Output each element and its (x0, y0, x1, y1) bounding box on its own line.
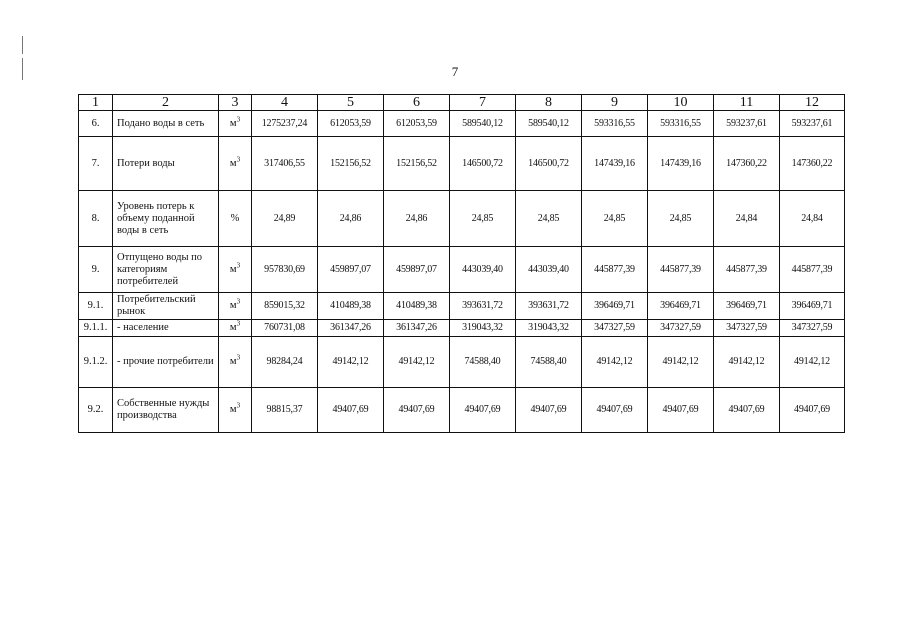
row-unit (219, 293, 252, 320)
value-cell: 152156,52 (318, 137, 384, 191)
value-cell: 443039,40 (450, 247, 516, 293)
row-unit (219, 320, 252, 337)
value-cell: 74588,40 (516, 337, 582, 388)
value-cell: 347327,59 (582, 320, 648, 337)
table-row (79, 191, 845, 247)
unit-superscript: 3 (236, 261, 241, 269)
table-row (79, 293, 845, 320)
value-cell: 319043,32 (450, 320, 516, 337)
unit-base: % (230, 212, 240, 224)
value-cell: 393631,72 (516, 293, 582, 320)
value-cell: 593316,55 (582, 111, 648, 137)
row-unit (219, 337, 252, 388)
row-number: 9.1.1. (79, 320, 113, 337)
row-name: Подано воды в сеть (113, 111, 219, 137)
value-cell: 147360,22 (714, 137, 780, 191)
unit-superscript: 3 (236, 401, 241, 410)
table-row (79, 337, 845, 388)
page-number: 7 (451, 64, 459, 79)
value-cell: 49142,12 (714, 337, 780, 388)
column-header: 4 (252, 95, 318, 111)
value-cell: 49407,69 (516, 388, 582, 433)
value-cell: 74588,40 (450, 337, 516, 388)
value-cell: 49142,12 (780, 337, 845, 388)
row-unit (219, 111, 252, 137)
value-cell: 317406,55 (252, 137, 318, 191)
value-cell: 24,84 (780, 191, 845, 247)
unit-base: м (229, 356, 237, 367)
column-header: 6 (384, 95, 450, 111)
row-name: Отпущено воды по категориям потребителей (113, 247, 219, 293)
unit-superscript: 3 (236, 353, 241, 362)
table-body (79, 95, 845, 433)
column-header: 2 (113, 95, 219, 111)
value-cell: 49407,69 (582, 388, 648, 433)
table-row (79, 247, 845, 293)
value-cell: 49407,69 (450, 388, 516, 433)
unit-base: м (229, 322, 237, 333)
value-cell: 24,89 (252, 191, 318, 247)
row-number: 9. (79, 247, 113, 293)
value-cell: 612053,59 (384, 111, 450, 137)
value-cell: 98815,37 (252, 388, 318, 433)
value-cell: 152156,52 (384, 137, 450, 191)
value-cell: 459897,07 (384, 247, 450, 293)
value-cell: 760731,08 (252, 320, 318, 337)
value-cell: 98284,24 (252, 337, 318, 388)
table-row (79, 388, 845, 433)
value-cell: 957830,69 (252, 247, 318, 293)
value-cell: 1275237,24 (252, 111, 318, 137)
row-name: Собственные нужды производства (113, 388, 219, 433)
unit-base: м (229, 263, 237, 275)
data-table (78, 94, 845, 433)
value-cell: 49142,12 (384, 337, 450, 388)
column-header: 10 (648, 95, 714, 111)
value-cell: 347327,59 (714, 320, 780, 337)
unit-base: м (229, 157, 237, 169)
row-name: Потери воды (113, 137, 219, 191)
column-header: 3 (219, 95, 252, 111)
row-name: - население (113, 320, 219, 337)
value-cell: 24,86 (318, 191, 384, 247)
value-cell: 445877,39 (582, 247, 648, 293)
value-cell: 612053,59 (318, 111, 384, 137)
unit-base: м (229, 117, 237, 129)
value-cell: 147439,16 (648, 137, 714, 191)
value-cell: 24,85 (516, 191, 582, 247)
value-cell: 593237,61 (714, 111, 780, 137)
unit-base: м (229, 404, 237, 415)
value-cell: 49407,69 (648, 388, 714, 433)
value-cell: 24,86 (384, 191, 450, 247)
value-cell: 49407,69 (714, 388, 780, 433)
value-cell: 393631,72 (450, 293, 516, 320)
value-cell: 146500,72 (450, 137, 516, 191)
value-cell: 49407,69 (318, 388, 384, 433)
column-header: 12 (780, 95, 845, 111)
value-cell: 445877,39 (714, 247, 780, 293)
row-name: Потребительский рынок (113, 293, 219, 320)
row-number: 7. (79, 137, 113, 191)
table-row (79, 137, 845, 191)
column-header: 1 (79, 95, 113, 111)
table-row (79, 111, 845, 137)
value-cell: 147439,16 (582, 137, 648, 191)
margin-mark (22, 58, 23, 80)
unit-superscript: 3 (236, 319, 241, 328)
value-cell: 593237,61 (780, 111, 845, 137)
value-cell: 49407,69 (780, 388, 845, 433)
unit-superscript: 3 (236, 297, 241, 306)
value-cell: 361347,26 (384, 320, 450, 337)
value-cell: 445877,39 (648, 247, 714, 293)
column-header: 8 (516, 95, 582, 111)
value-cell: 146500,72 (516, 137, 582, 191)
row-number: 9.1.2. (79, 337, 113, 388)
value-cell: 396469,71 (648, 293, 714, 320)
value-cell: 24,84 (714, 191, 780, 247)
row-number: 8. (79, 191, 113, 247)
table-header-row (79, 95, 845, 111)
value-cell: 361347,26 (318, 320, 384, 337)
value-cell: 319043,32 (516, 320, 582, 337)
row-unit (219, 247, 252, 293)
value-cell: 49142,12 (582, 337, 648, 388)
value-cell: 396469,71 (582, 293, 648, 320)
margin-mark (22, 36, 23, 54)
value-cell: 445877,39 (780, 247, 845, 293)
row-name: Уровень потерь к объему поданной воды в сеть (113, 191, 219, 247)
row-unit (219, 191, 252, 247)
unit-base: м (229, 300, 237, 311)
value-cell: 49142,12 (318, 337, 384, 388)
value-cell: 589540,12 (516, 111, 582, 137)
row-number: 9.2. (79, 388, 113, 433)
value-cell: 49407,69 (384, 388, 450, 433)
value-cell: 410489,38 (384, 293, 450, 320)
row-unit (219, 388, 252, 433)
value-cell: 24,85 (582, 191, 648, 247)
row-number: 6. (79, 111, 113, 137)
value-cell: 593316,55 (648, 111, 714, 137)
value-cell: 147360,22 (780, 137, 845, 191)
value-cell: 347327,59 (780, 320, 845, 337)
value-cell: 410489,38 (318, 293, 384, 320)
value-cell: 859015,32 (252, 293, 318, 320)
unit-superscript: 3 (236, 155, 241, 163)
column-header: 9 (582, 95, 648, 111)
row-name: - прочие потребители (113, 337, 219, 388)
value-cell: 49142,12 (648, 337, 714, 388)
value-cell: 24,85 (648, 191, 714, 247)
column-header: 7 (450, 95, 516, 111)
column-header: 11 (714, 95, 780, 111)
value-cell: 24,85 (450, 191, 516, 247)
table-row (79, 320, 845, 337)
value-cell: 396469,71 (714, 293, 780, 320)
value-cell: 443039,40 (516, 247, 582, 293)
column-header: 5 (318, 95, 384, 111)
value-cell: 589540,12 (450, 111, 516, 137)
value-cell: 396469,71 (780, 293, 845, 320)
row-number: 9.1. (79, 293, 113, 320)
row-unit (219, 137, 252, 191)
value-cell: 347327,59 (648, 320, 714, 337)
unit-superscript: 3 (236, 115, 241, 123)
value-cell: 459897,07 (318, 247, 384, 293)
